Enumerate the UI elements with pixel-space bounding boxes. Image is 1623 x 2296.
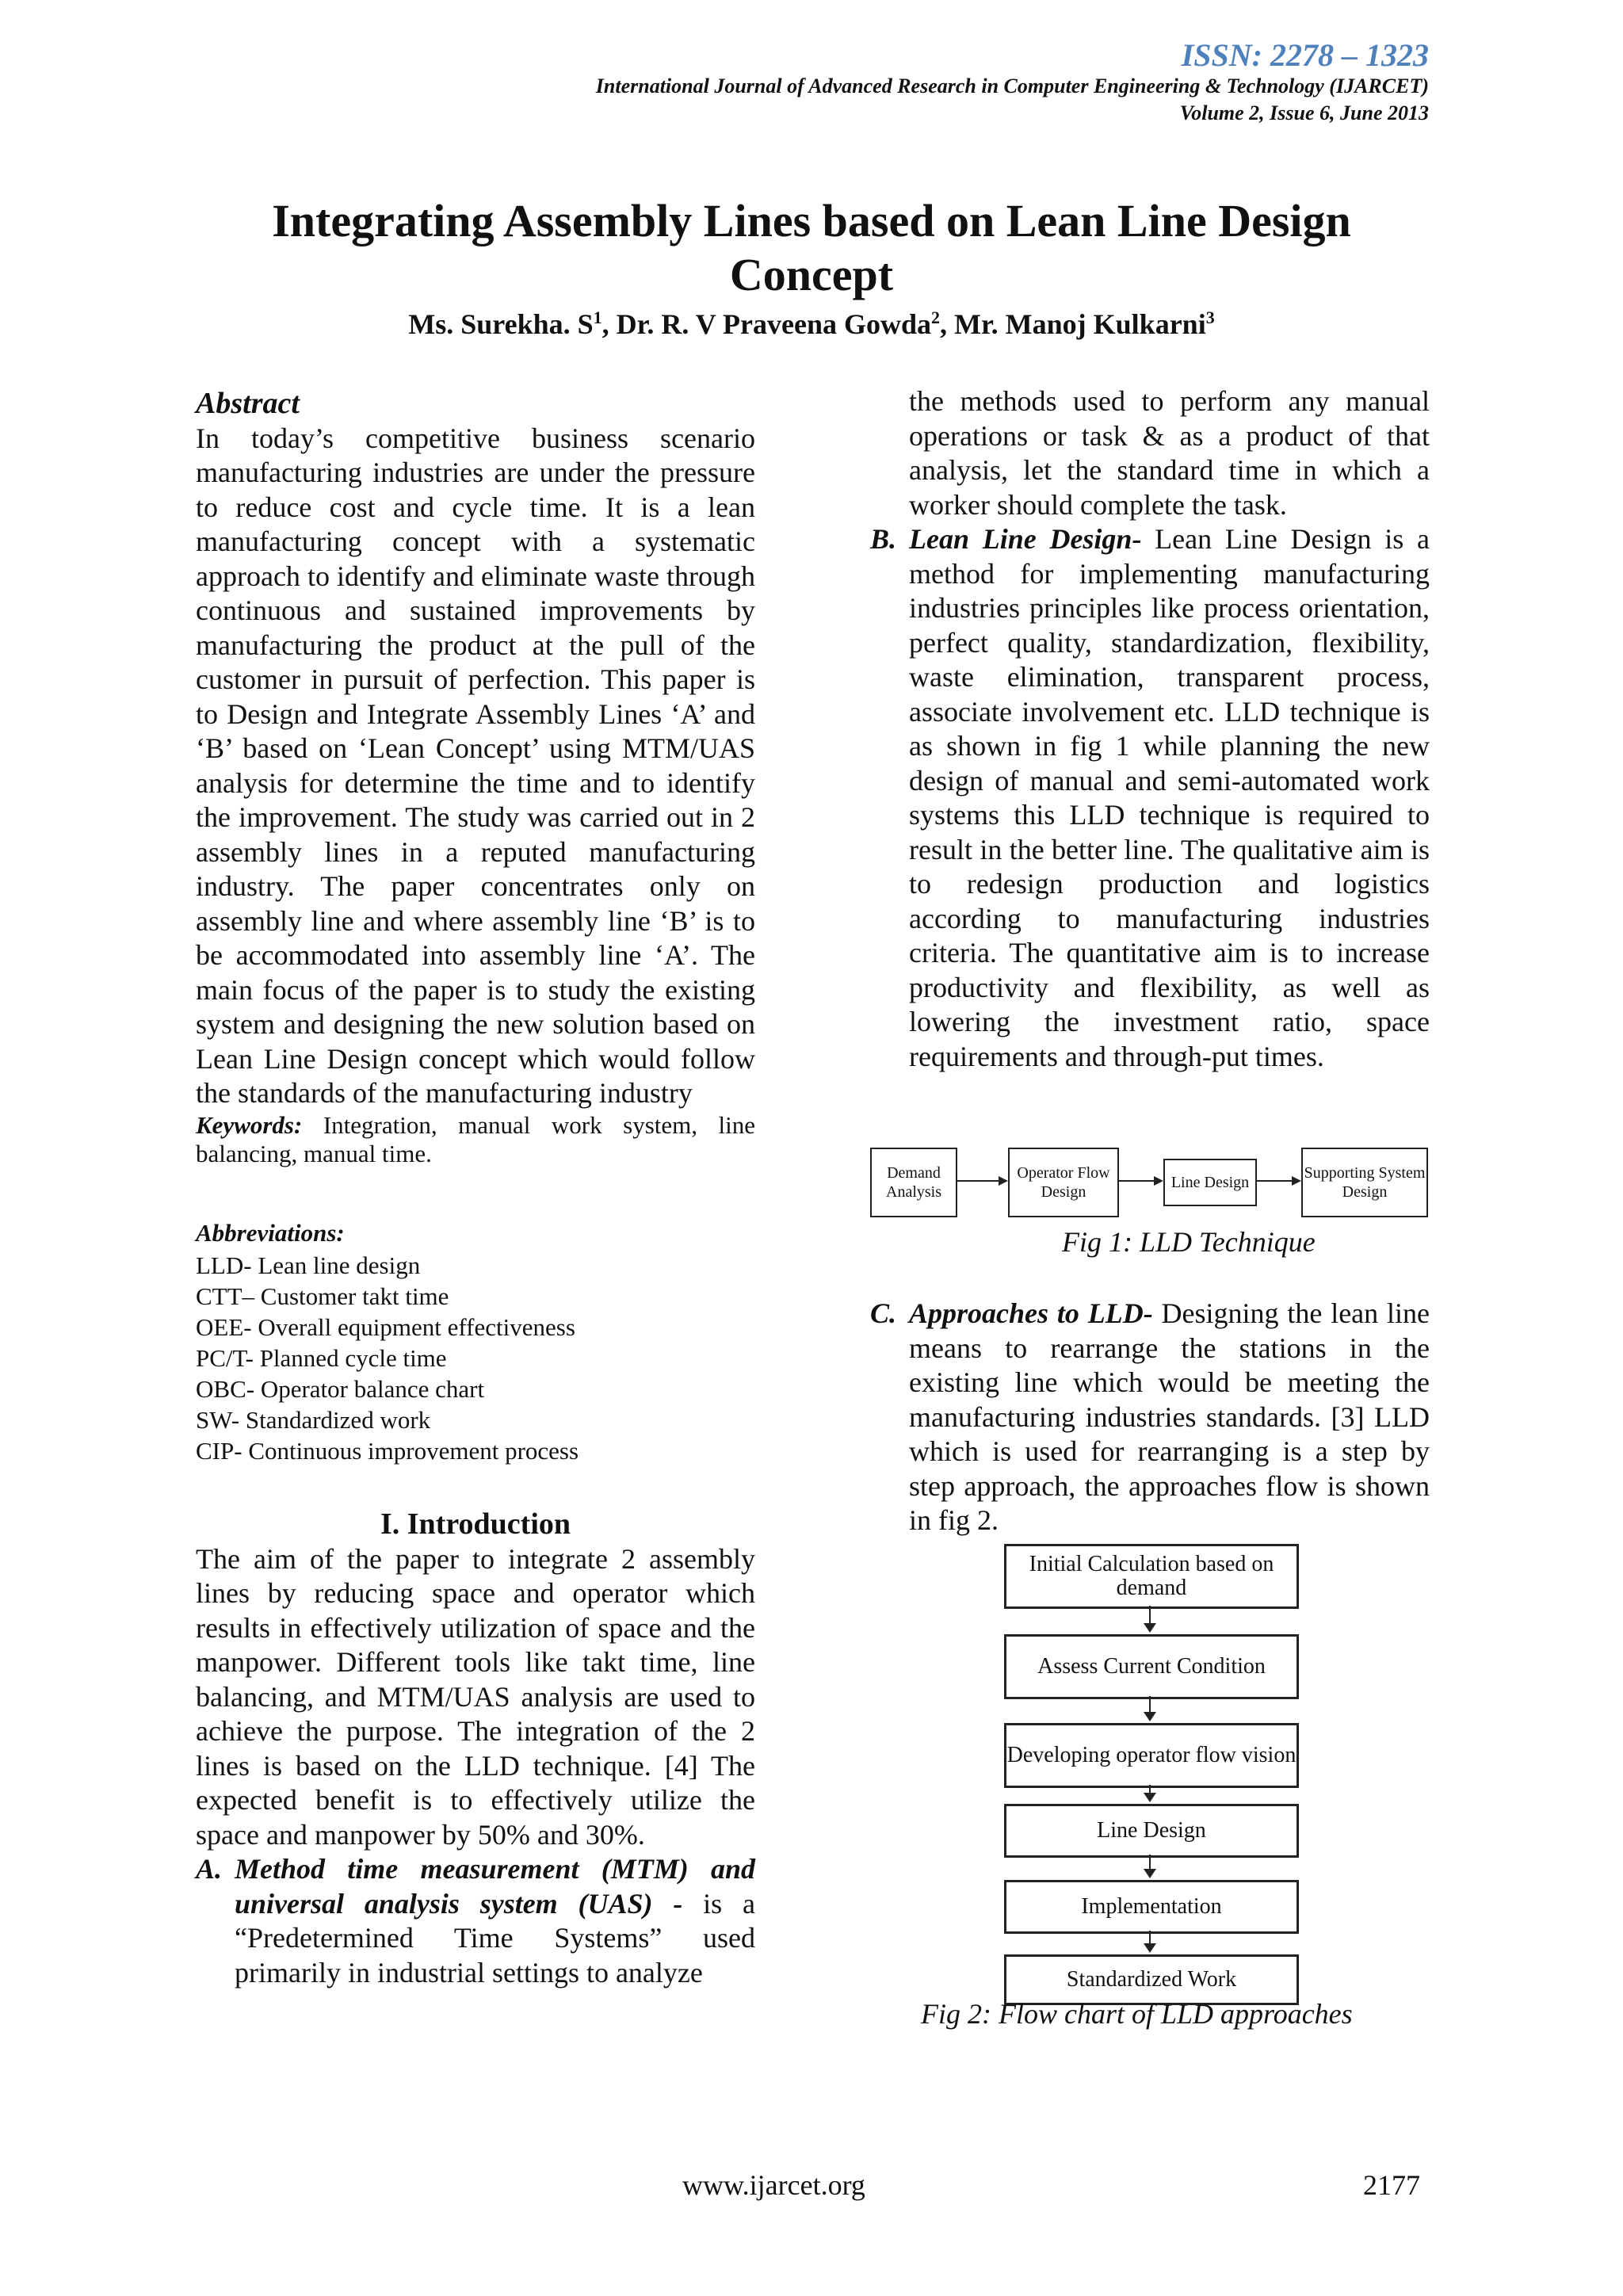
abbreviation-item: CIP- Continuous improvement process	[196, 1437, 579, 1465]
item-b-label: B.	[870, 523, 897, 555]
item-a-label: A.	[196, 1853, 223, 1885]
title-line-1: Integrating Assembly Lines based on Lean Line Design	[272, 195, 1351, 246]
footer-website: www.ijarcet.org	[682, 2169, 865, 2201]
authors	[194, 308, 1429, 341]
item-c-text: Designing the lean line means to rearrange the stations in the existing line which would be meeting the manufacturing industries standards. [3] LLD which is used for rearranging is a step by step approach, the approaches flow is shown in fig 2.	[909, 1297, 1430, 1536]
keywords-label: Keywords:	[196, 1110, 303, 1139]
introduction-heading: I. Introduction	[380, 1507, 571, 1541]
item-c-label: C.	[870, 1297, 897, 1329]
journal-volume: Volume 2, Issue 6, June 2013	[1179, 101, 1429, 124]
fig1-box-line-design: Line Design	[1163, 1159, 1257, 1206]
item-c-block	[870, 1297, 1430, 1538]
fig2-step-line-design: Line Design	[1004, 1804, 1299, 1858]
author-3-affil: 3	[1205, 308, 1215, 327]
item-a	[196, 1852, 755, 1990]
fig2-step-initial-calculation: Initial Calculation based on demand	[1004, 1544, 1299, 1609]
fig1-box-supporting-system-design: Supporting System Design	[1301, 1148, 1428, 1217]
fig2-arrow	[1144, 1943, 1156, 1953]
abbreviation-item: OBC- Operator balance chart	[196, 1375, 485, 1403]
fig2-step-operator-flow-vision: Developing operator flow vision	[1004, 1723, 1299, 1788]
abbreviations-heading: Abbreviations:	[196, 1218, 345, 1247]
item-a-heading: Method time measurement (MTM) and universal analysis system (UAS) -	[235, 1853, 755, 1920]
author-1: Ms. Surekha. S	[408, 308, 594, 340]
fig2-arrow	[1144, 1712, 1156, 1721]
abstract-text: In today’s competitive business scenario manufacturing industries are under the pressure to reduce cost and cycle time. It is a lean manufacturing concept with a systematic approach to identify and eliminate waste through continuous and sustained improvements by manufacturing the product at the pull of the customer in pursuit of perfection. This paper is to Design and Integrate Assembly Lines ‘A’ and ‘B’ based on ‘Lean Concept’ using MTM/UAS analysis for determine the time and to identify the improvement. The study was carried out in 2 assembly lines in a reputed manufacturing industry. The paper concentrates only on assembly line and where assembly line ‘B’ is to be accommodated into assembly line ‘A’. The main focus of the paper is to study the existing system and designing the new solution based on Lean Line Design concept which would follow the standards of the manufacturing industry	[196, 422, 755, 1109]
author-1-affil: 1	[593, 308, 602, 327]
item-c-heading: Approaches to LLD-	[909, 1297, 1153, 1329]
fig2-arrow	[1144, 1623, 1156, 1633]
page-number: 2177	[1363, 2169, 1420, 2201]
abbreviation-item: LLD- Lean line design	[196, 1251, 421, 1279]
author-2-affil: 2	[931, 308, 941, 327]
paper-title	[194, 194, 1429, 302]
right-column	[870, 384, 1430, 1074]
fig1-arrows	[870, 1141, 1430, 1228]
left-column	[196, 387, 755, 1990]
abbreviation-item: SW- Standardized work	[196, 1406, 431, 1434]
author-2: , Dr. R. V Praveena Gowda	[601, 308, 932, 340]
introduction-text: The aim of the paper to integrate 2 assembly lines by reducing space and operator which results in effectively utilization of space and the manpower. Different tools like takt time, line balancing, and MTM/UAS analysis are used to achieve the purpose. The integration of the 2 lines is based on the LLD technique. [4] The expected benefit is to effectively utilize the space and manpower by 50% and 30%.	[196, 1542, 755, 1851]
fig2-arrow	[1144, 1869, 1156, 1878]
fig2-arrow	[1144, 1793, 1156, 1802]
continued-text: the methods used to perform any manual operations or task & as a product of that analysis, let the standard time in which a worker should complete the task.	[909, 385, 1430, 521]
fig2-caption: Fig 2: Flow chart of LLD approaches	[921, 1998, 1353, 2030]
fig2-step-standardized-work: Standardized Work	[1004, 1954, 1299, 2005]
fig2-step-implementation: Implementation	[1004, 1880, 1299, 1934]
fig2-step-assess-current-condition: Assess Current Condition	[1004, 1634, 1299, 1699]
item-a-text: is a “Predetermined Time Systems” used primarily in industrial settings to analyze	[235, 1887, 755, 1988]
title-line-2: Concept	[729, 249, 894, 300]
item-b-heading: Lean Line Design-	[909, 523, 1142, 555]
abbreviation-item: CTT– Customer takt time	[196, 1282, 449, 1310]
fig1-caption: Fig 1: LLD Technique	[1062, 1226, 1316, 1258]
keywords	[196, 1111, 755, 1168]
fig1-box-demand-analysis: Demand Analysis	[870, 1148, 957, 1217]
fig1-box-operator-flow-design: Operator Flow Design	[1008, 1148, 1119, 1217]
fig1-lld-technique	[870, 1141, 1430, 1228]
item-b	[870, 522, 1430, 1074]
item-c	[870, 1297, 1430, 1538]
keywords-text: Integration, manual work system, line balancing, manual time.	[196, 1110, 755, 1167]
issn: ISSN: 2278 – 1323	[1181, 37, 1429, 73]
abstract-heading: Abstract	[196, 387, 300, 420]
abbreviation-item: PC/T- Planned cycle time	[196, 1344, 447, 1372]
fig2-connector	[1149, 1606, 1151, 1625]
item-b-text: Lean Line Design is a method for implementing manufacturing industries principles like process orientation, perfect quality, standardization, flexibility, waste elimination, transparent process, associate involvement etc. LLD technique is as shown in fig 1 while planning the new design of manual and semi-automated work systems this LLD technique is required to result in the better line. The qualitative aim is to redesign production and logistics according to manufacturing industries criteria. The quantitative aim is to increase productivity and flexibility, as well as lowering the investment ratio, space requirements and through-put times.	[909, 523, 1430, 1072]
abbreviation-item: OEE- Overall equipment effectiveness	[196, 1313, 575, 1341]
author-3: , Mr. Manoj Kulkarni	[940, 308, 1206, 340]
journal-name: International Journal of Advanced Research in Computer Engineering & Technology (IJARCET)	[595, 74, 1429, 97]
